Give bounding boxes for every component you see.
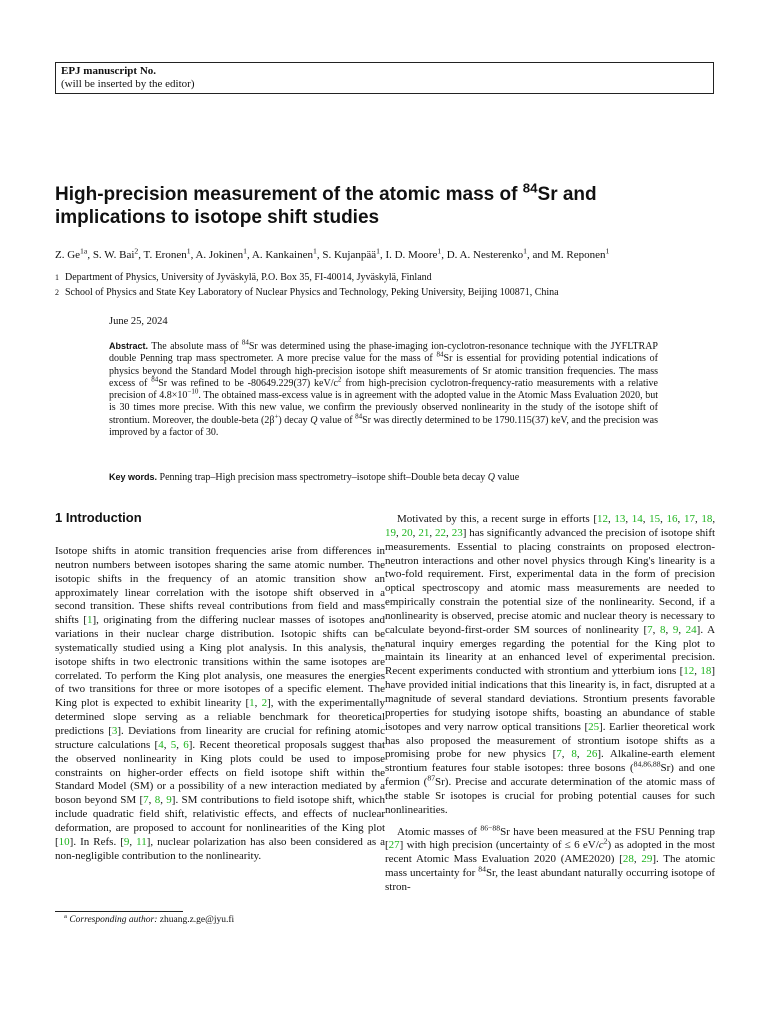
superscript: 86−88 <box>480 822 501 832</box>
author-list <box>55 246 720 262</box>
author-affiliation-mark: 1 <box>243 246 247 256</box>
citation-link[interactable]: 18 <box>700 665 712 678</box>
superscript: 2 <box>603 836 608 846</box>
text-run: Sr). Precise and accurate determination of the atomic mass of the stable Sr isotopes is crucial for probing potential causes for such nonlinearities. <box>385 776 715 816</box>
text-run: ]. Alkaline-earth element strontium features four stable isotopes: three bosons ( <box>385 748 715 775</box>
text-run: from high-precision cyclotron-frequency-ratio measurements with a relative precision of 4.8×10 <box>109 377 658 402</box>
author-affiliation-mark: 1 <box>523 246 527 256</box>
text-run: The absolute mass of <box>148 341 242 352</box>
text-run: ]. Deviations from linearity are crucial for refining atomic structure calculations [ <box>55 724 385 751</box>
superscript: + <box>274 412 279 421</box>
author-name: S. Kujanpää <box>322 249 377 261</box>
citation-link[interactable]: 15 <box>649 513 661 525</box>
keywords-text <box>157 472 519 483</box>
italic-symbol: Q <box>487 472 496 483</box>
text-run: , <box>163 738 171 751</box>
author-affiliation-mark: 1 <box>376 246 380 256</box>
text-run: , <box>148 794 155 807</box>
text-run: Penning trap–High precision mass spectrometry–isotope shift–Double beta decay <box>157 472 488 483</box>
citation-link[interactable]: 3 <box>111 724 118 737</box>
abstract <box>109 340 658 439</box>
citation-link[interactable]: 29 <box>641 853 653 866</box>
author-separator: , <box>190 249 196 261</box>
author-name: Z. Ge <box>55 249 81 261</box>
affiliation-1 <box>55 272 720 284</box>
text-run: , <box>625 513 632 525</box>
citation-link[interactable]: 2 <box>261 697 268 710</box>
citation-link[interactable]: 13 <box>614 513 626 525</box>
text-run: ] have provided initial indications that this linearity is, in fact, disrupted at a magnitude of several standard deviations. Strontium presents favorable properties for studying isotope shifts, boasting an abundance of stable isotopes and very narrow optical transitions [ <box>385 665 716 733</box>
superscript: 87 <box>427 773 436 783</box>
abstract-label: Abstract. <box>109 341 149 351</box>
text-run: ]. Recent theoretical proposals suggest that the observed nonlinearity in King plots could be used to impose constraints on higher-order effects on field isotope shift within the Standard Model (SM) or a possibility of a new interaction mediated by a boson beyond SM [ <box>55 738 386 807</box>
citation-link[interactable]: 7 <box>556 748 562 761</box>
paper-title <box>55 180 715 229</box>
text-run: ] with high precision (uncertainty of ≤ 6 eV/ <box>399 839 599 852</box>
citation-link[interactable]: 14 <box>631 513 643 525</box>
section-title: Introduction <box>65 510 142 525</box>
citation-link[interactable]: 4 <box>158 738 164 751</box>
affiliation-text: Department of Physics, University of Jyväskylä, P.O. Box 35, FI-40014, Jyväskylä, Finland <box>65 272 432 283</box>
citation-link[interactable]: 8 <box>154 794 161 807</box>
italic-symbol: c <box>598 839 604 852</box>
title-line-2: implications to isotope shift studies <box>55 207 380 228</box>
text-run: Sr) and one fermion ( <box>385 762 715 789</box>
text-run: Sr was determined using the phase-imaging ion-cyclotron-resonance technique with the JYFLTRAP double Penning trap mass spectrometer. A more precise value for the mass of <box>109 341 658 365</box>
author-affiliation-mark: 2 <box>134 246 139 256</box>
citation-link[interactable]: 22 <box>435 526 447 539</box>
citation-link[interactable]: 7 <box>143 794 149 807</box>
footnote-rule <box>55 911 183 912</box>
citation-link[interactable]: 23 <box>451 526 463 539</box>
left-column <box>55 545 385 863</box>
citation-link[interactable]: 11 <box>136 835 147 848</box>
text-run: , <box>160 794 167 807</box>
publication-date: June 25, 2024 <box>109 316 168 327</box>
title-part: Sr and <box>537 184 597 205</box>
text-run: , <box>254 697 262 710</box>
text-run: , <box>642 513 650 525</box>
superscript: 84 <box>355 412 363 421</box>
text-run: , <box>678 623 686 636</box>
text-run: Sr, the least abundant naturally occurring isotope of stron- <box>385 867 715 893</box>
keywords-label: Key words. <box>109 472 158 482</box>
citation-link[interactable]: 20 <box>401 526 413 539</box>
author-separator: , <box>87 249 93 261</box>
author-name: D. A. Nesterenko <box>446 249 524 261</box>
title-part: High-precision measurement of the atomic mass of <box>55 184 523 205</box>
citation-link[interactable]: 26 <box>586 748 598 761</box>
text-run: , <box>660 513 667 525</box>
text-run: ]. The atomic mass uncertainty for <box>385 853 716 880</box>
superscript: 84 <box>436 350 444 359</box>
author-name: S. W. Bai <box>92 249 135 261</box>
citation-link[interactable]: 18 <box>701 513 713 525</box>
text-run: , <box>677 513 684 525</box>
author-affiliation-mark: 1 <box>437 246 442 256</box>
paragraph <box>385 513 715 818</box>
text-run: , <box>176 738 184 751</box>
author-separator: , <box>316 249 323 261</box>
footnote-label: Corresponding author: <box>69 915 158 925</box>
affiliation-2 <box>55 287 720 299</box>
affiliation-number: 2 <box>55 288 59 297</box>
citation-link[interactable]: 12 <box>683 665 695 678</box>
superscript: 84 <box>241 338 249 347</box>
text-run: Sr is essential for providing potential indications of physics beyond the Standard Model through high-precision isotope shift measurements of Sr atomic transition frequencies. The mass excess of <box>109 353 658 389</box>
citation-link[interactable]: 17 <box>683 513 695 525</box>
text-run: , <box>396 526 402 539</box>
text-run: , <box>129 835 137 848</box>
text-run: Sr have been measured at the FSU Penning trap [ <box>385 825 715 852</box>
author-separator: , <box>379 249 386 261</box>
text-run: ], nuclear polarization has also been considered as a non-negligible contribution to the nonlinearity. <box>55 835 386 862</box>
manuscript-number: EPJ manuscript No. <box>61 65 157 77</box>
citation-link[interactable]: 9 <box>672 623 679 636</box>
paragraph <box>55 545 385 863</box>
text-run: , <box>576 748 587 761</box>
text-run: , <box>561 748 572 761</box>
paragraph <box>385 822 716 895</box>
author-name: M. Reponen <box>551 249 606 261</box>
citation-link[interactable]: 28 <box>622 853 634 866</box>
keywords <box>109 472 669 483</box>
citation-link[interactable]: 6 <box>183 738 189 751</box>
right-column <box>385 513 715 895</box>
text-run: , <box>665 623 673 636</box>
text-run: , <box>652 623 660 636</box>
citation-link[interactable]: 19 <box>385 526 396 539</box>
citation-link[interactable]: 24 <box>685 623 697 636</box>
footnote <box>64 912 235 925</box>
section-number: 1 <box>55 510 63 525</box>
author-name: A. Jokinen <box>195 249 244 261</box>
citation-link[interactable]: 9 <box>166 794 172 807</box>
italic-symbol: Q <box>310 414 318 426</box>
text-run: ], with the experimentally determined slope serving as a reliable benchmark for theoretical predictions [ <box>55 697 385 737</box>
author-separator: , <box>138 249 144 261</box>
title-superscript: 84 <box>522 180 538 196</box>
superscript: 2 <box>337 375 342 384</box>
citation-link[interactable]: 9 <box>123 835 130 848</box>
text-run: Motivated by this, a recent surge in efforts [ <box>397 513 597 525</box>
text-run: , <box>607 513 615 525</box>
citation-link[interactable]: 5 <box>170 738 177 751</box>
text-run: ]. In Refs. [ <box>69 835 124 848</box>
citation-link[interactable]: 8 <box>659 623 666 636</box>
footnote-marker: a <box>64 912 67 920</box>
text-run: ]. Earlier theoretical work has also proposed the measurement of strontium isotope shifts as a promising probe for new physics [ <box>385 720 715 761</box>
text-run: ) decay <box>278 414 311 426</box>
text-run: , <box>446 526 452 539</box>
author-separator: , <box>441 249 447 261</box>
text-run: , <box>694 513 702 525</box>
citation-link[interactable]: 16 <box>666 513 678 525</box>
author-affiliation-mark: 1 <box>605 246 610 256</box>
author-affiliation-mark: 1 <box>186 246 191 256</box>
author-affiliation-mark: 1 <box>312 246 317 256</box>
author-name: T. Eronen <box>143 249 187 261</box>
citation-link[interactable]: 1 <box>249 697 255 710</box>
citation-link[interactable]: 25 <box>588 720 600 733</box>
citation-link[interactable]: 27 <box>388 839 400 852</box>
citation-link[interactable]: 8 <box>571 748 577 761</box>
superscript: −10 <box>187 387 199 396</box>
citation-link[interactable]: 10 <box>58 835 70 848</box>
text-run: ], originating from the differing nuclear masses of isotopes and variations in their nuclear charge distribution. Isotopic shifts can be systematically studied using a King plot analysis. In this analysis, the isotope shifts in two electronic transitions within the same isotopes are correlated. To perform the King plot analysis, one measures the energies of two transitions for three or more isotopes of a specific element. The King plot is expected to exhibit linearity [ <box>55 614 386 710</box>
text-run: , <box>694 665 701 678</box>
author-affiliation-mark: 1a <box>80 246 88 256</box>
superscript: 84 <box>478 864 486 874</box>
text-run: Sr was refined to be -80649.229(37) keV/c <box>158 377 338 389</box>
corresponding-email: zhuang.z.ge@jyu.fi <box>157 915 235 925</box>
abstract-text <box>109 338 659 439</box>
author-name: I. D. Moore <box>385 249 438 261</box>
text-run: Isotope shifts in atomic transition frequencies arise from differences in neutron numbers between isotopes sharing the same atomic number. The isotopic shifts in the frequency of an atomic transition show an approximately linear correlation with the isotope shift observed in a second transition. These shifts reveal contributions from field and mass shifts [ <box>55 545 385 627</box>
citation-link[interactable]: 21 <box>418 526 430 539</box>
affiliation-number: 1 <box>55 273 59 282</box>
superscript: 84 <box>151 375 159 384</box>
text-run: ] has significantly advanced the precision of isotope shift measurements. Essential to placing constraints on proposed electron-neutron interactions and other novel physics through King's linearity is a two-fold requirement. First, experimental data in the form of precision optical spectroscopy and atomic mass measurements are needed to empirically constrain the potential size of the nonlinearity. Second, if a nonlinearity is observed, precise atomic and nuclear theory is necessary to calculate beyond-first-order SM sources of nonlinearity [ <box>385 526 716 636</box>
affiliation-text: School of Physics and State Key Laboratory of Nuclear Physics and Technology, Peking University, Beijing 100871, China <box>65 287 559 298</box>
text-run: Atomic masses of <box>397 825 481 838</box>
manuscript-info-box <box>55 62 714 94</box>
text-run: ]. SM contributions to field isotope shift, which include quadratic field shift, relativistic effects, and effects of nuclear deformation, are proposed to account for nonlinearities of the King plot [ <box>55 794 385 848</box>
citation-link[interactable]: 1 <box>86 614 93 627</box>
editor-note: (will be inserted by the editor) <box>61 78 195 90</box>
citation-link[interactable]: 12 <box>596 513 608 525</box>
text-run: , <box>633 853 642 866</box>
author-separator: , <box>246 249 252 261</box>
text-run: , <box>412 526 419 539</box>
citation-link[interactable]: 7 <box>647 623 653 636</box>
text-run: value of <box>317 414 356 426</box>
text-run: Sr was directly determined to be 1790.115(37) keV, and the precision was improved by a factor of 30. <box>109 414 658 439</box>
text-run: value <box>495 472 520 483</box>
text-run: , <box>429 526 436 539</box>
author-name: A. Kankainen <box>251 249 313 261</box>
author-separator: , and <box>526 249 552 261</box>
text-run: ]. A natural inquiry emerges regarding the potential for the King plot to maintain its linearity at an enhanced level of experimental precision. Recent experiments conducted with strontium and ytterbium ions [ <box>385 623 716 678</box>
text-run: , <box>712 513 716 525</box>
section-heading <box>55 510 142 525</box>
superscript: 84,86,88 <box>633 759 661 769</box>
text-run: ) as adopted in the most recent Atomic Mass Evaluation 2020 (AME2020) [ <box>385 839 715 866</box>
text-run: . The obtained mass-excess value is in agreement with the adopted value in the Atomic Mass Evaluation 2020, but is 30 times more precise. With this new value, we confirm the previously observed nonlinearity in the study of the isotope shift of strontium. Moreover, the double-beta (2β <box>109 390 659 426</box>
